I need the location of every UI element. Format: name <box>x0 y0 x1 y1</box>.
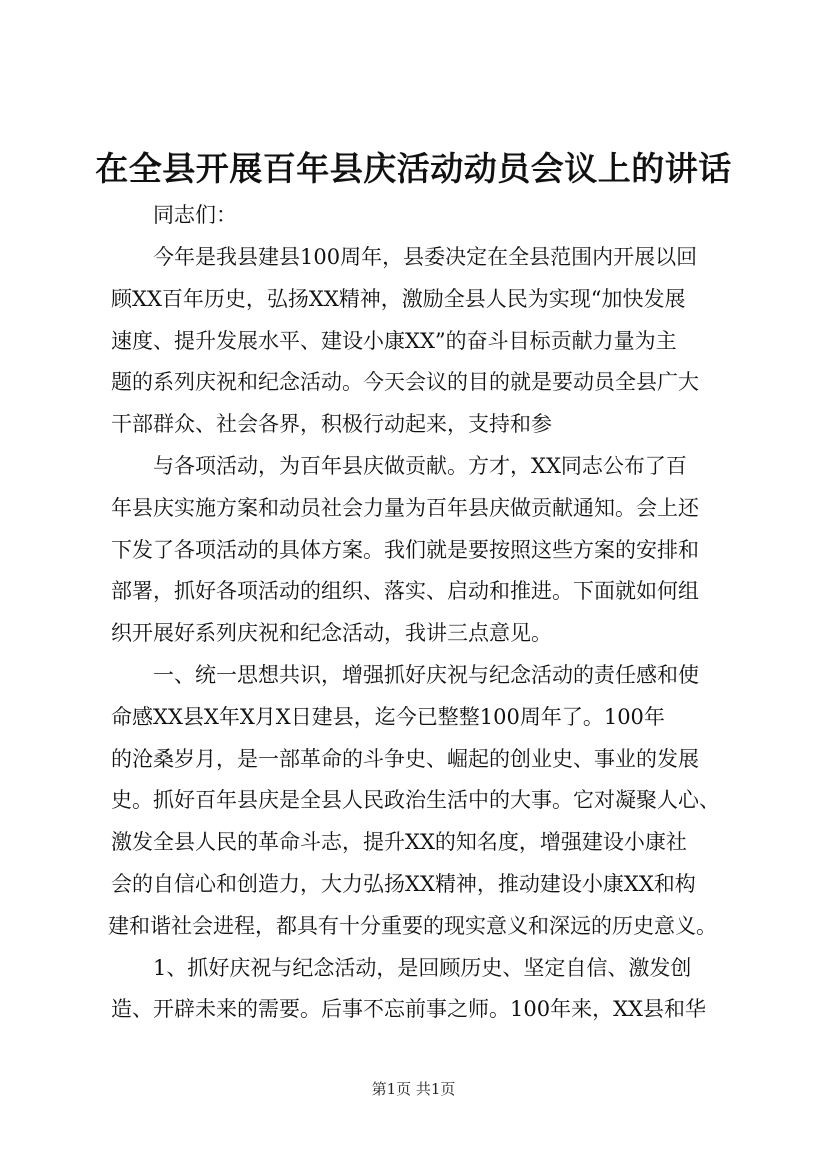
body-line: 一、统一思想共识，增强抓好庆祝与纪念活动的责任感和使 <box>153 663 699 687</box>
body-line: 年县庆实施方案和动员社会力量为百年县庆做贡献通知。会上还 <box>111 496 699 520</box>
body-line: 会的自信心和创造力，大力弘扬XX精神，推动建设小康XX和构 <box>111 872 696 896</box>
body-line: 与各项活动，为百年县庆做贡献。方才，XX同志公布了百 <box>153 454 687 478</box>
body-line: 建和谐社会进程，都具有十分重要的现实意义和深远的历史意义。 <box>108 914 717 938</box>
body-line: 下发了各项活动的具体方案。我们就是要按照这些方案的安排和 <box>111 538 699 562</box>
body-line: 织开展好系列庆祝和纪念活动，我讲三点意见。 <box>111 621 552 645</box>
body-line: 1、抓好庆祝与纪念活动，是回顾历史、坚定自信、激发创 <box>153 956 692 980</box>
body-line: 史。抓好百年县庆是全县人民政治生活中的大事。它对凝聚人心、 <box>111 788 720 812</box>
body-line: 今年是我县建县100周年，县委决定在全县范围内开展以回 <box>153 245 698 269</box>
body-line: 干部群众、社会各界，积极行动起来，支持和参 <box>111 412 552 436</box>
body-line: 造、开辟未来的需要。后事不忘前事之师。100年来，XX县和华 <box>111 997 706 1021</box>
body-line: 顾XX百年历史，弘扬XX精神，激励全县人民为实现“加快发展 <box>111 287 686 311</box>
body-line: 速度、提升发展水平、建设小康XX”的奋斗目标贡献力量为主 <box>111 329 677 353</box>
document-title: 在全县开展百年县庆活动动员会议上的讲话 <box>95 149 732 188</box>
body-line: 的沧桑岁月，是一部革命的斗争史、崛起的创业史、事业的发展 <box>111 747 699 771</box>
body-line: 激发全县人民的革命斗志，提升XX的知名度，增强建设小康社 <box>111 830 687 854</box>
page-number-footer: 第1页 共1页 <box>371 1080 456 1098</box>
salutation-line: 同志们： <box>153 203 237 227</box>
body-line: 命感XX县X年X月X日建县，迄今已整整100周年了。100年 <box>111 705 665 729</box>
body-line: 部署，抓好各项活动的组织、落实、启动和推进。下面就如何组 <box>111 579 699 603</box>
body-line: 题的系列庆祝和纪念活动。今天会议的目的就是要动员全县广大 <box>111 370 699 394</box>
